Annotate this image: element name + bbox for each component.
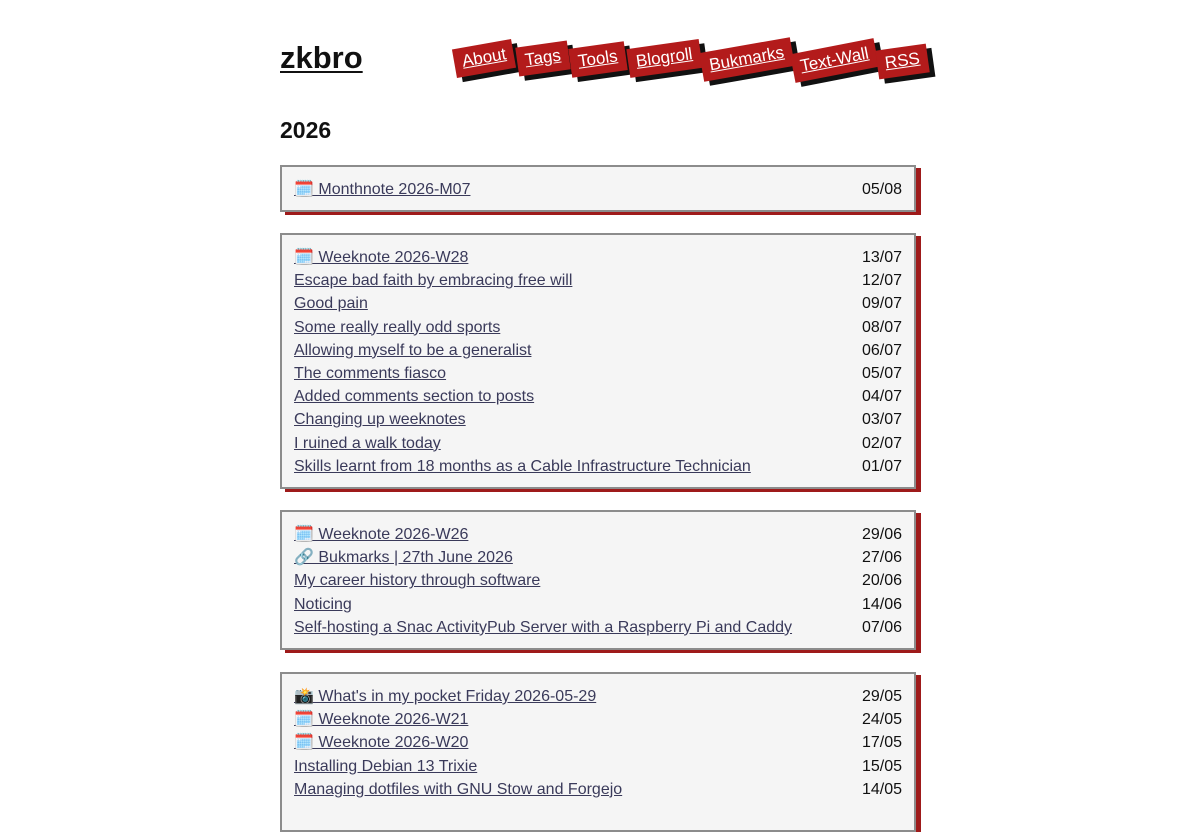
post-row — [294, 408, 902, 431]
post-group — [280, 165, 916, 212]
post-link[interactable]: I ruined a walk today — [294, 434, 441, 452]
post-link[interactable]: Skills learnt from 18 months as a Cable Infrastructure Technician — [294, 457, 751, 475]
post-date: 07/06 — [861, 618, 902, 636]
post-date: 20/06 — [861, 572, 902, 590]
post-date: 06/07 — [861, 341, 902, 359]
post-link[interactable]: Self-hosting a Snac ActivityPub Server with a Raspberry Pi and Caddy — [294, 618, 793, 636]
post-row — [294, 569, 902, 592]
post-row — [294, 385, 902, 408]
nav-bukmarks[interactable]: Bukmarks — [699, 37, 794, 81]
post-row — [294, 685, 902, 708]
post-date: 08/07 — [861, 318, 902, 336]
post-link[interactable]: Good pain — [294, 295, 368, 313]
post-row — [294, 246, 902, 269]
post-row — [294, 178, 902, 201]
nav-blogroll[interactable]: Blogroll — [626, 39, 702, 78]
post-date: 12/07 — [861, 272, 902, 290]
post-link[interactable]: 🗓️ Weeknote 2026-W26 — [294, 526, 469, 543]
post-date: 03/07 — [861, 411, 902, 429]
nav-rss[interactable]: RSS — [875, 44, 930, 80]
post-link[interactable]: 🗓️ Weeknote 2026-W21 — [294, 711, 469, 729]
post-date: 24/05 — [861, 711, 902, 729]
post-row — [294, 616, 902, 639]
post-link[interactable]: 🗓️ Weeknote 2026-W20 — [294, 734, 469, 752]
post-row — [294, 755, 902, 778]
post-date: 17/05 — [861, 734, 902, 752]
post-date: 27/06 — [861, 549, 902, 567]
post-row — [294, 708, 902, 731]
nav-about[interactable]: About — [452, 39, 517, 78]
post-row — [294, 778, 902, 801]
post-link[interactable]: Noticing — [294, 595, 352, 613]
post-row — [294, 339, 902, 362]
post-date: 14/06 — [861, 595, 902, 613]
post-link[interactable]: 🗓️ Weeknote 2026-W28 — [294, 249, 469, 266]
post-date: 04/07 — [861, 388, 902, 406]
post-link[interactable]: My career history through software — [294, 572, 541, 590]
post-link[interactable]: Some really really odd sports — [294, 318, 501, 336]
post-date: 02/07 — [861, 434, 902, 452]
post-row — [294, 292, 902, 315]
post-group — [280, 672, 916, 832]
post-date: 01/07 — [861, 457, 902, 475]
post-link[interactable]: 🔗 Bukmarks | 27th June 2026 — [294, 549, 513, 567]
post-row — [294, 269, 902, 292]
post-date: 14/05 — [861, 780, 902, 798]
post-date: 05/07 — [861, 364, 902, 382]
post-group — [280, 233, 916, 489]
year-heading: 2026 — [280, 117, 332, 143]
post-row — [294, 455, 902, 478]
post-link[interactable]: Allowing myself to be a generalist — [294, 341, 532, 359]
post-date: 29/05 — [861, 688, 902, 705]
site-title-link[interactable]: zkbro — [280, 40, 363, 75]
post-link[interactable]: Added comments section to posts — [294, 388, 535, 406]
post-date: 05/08 — [861, 181, 902, 198]
nav-tools[interactable]: Tools — [568, 41, 627, 77]
post-link[interactable]: Installing Debian 13 Trixie — [294, 757, 478, 775]
nav-text-wall[interactable]: Text-Wall — [790, 38, 879, 83]
post-row — [294, 316, 902, 339]
post-date: 13/07 — [861, 249, 902, 266]
post-date: 15/05 — [861, 757, 902, 775]
post-row — [294, 593, 902, 616]
post-row — [294, 432, 902, 455]
post-link[interactable]: Changing up weeknotes — [294, 411, 466, 429]
post-link[interactable]: 🗓️ Monthnote 2026-M07 — [294, 181, 471, 198]
post-link[interactable]: Escape bad faith by embracing free will — [294, 272, 573, 290]
post-row — [294, 523, 902, 546]
post-row — [294, 731, 902, 754]
post-date: 29/06 — [861, 526, 902, 543]
post-date: 09/07 — [861, 295, 902, 313]
post-link[interactable]: Managing dotfiles with GNU Stow and Forgejo — [294, 780, 623, 798]
post-row — [294, 546, 902, 569]
post-link[interactable]: The comments fiasco — [294, 364, 447, 382]
post-group — [280, 510, 916, 650]
post-row — [294, 362, 902, 385]
nav-tags[interactable]: Tags — [515, 41, 570, 77]
post-link[interactable]: 📸 What's in my pocket Friday 2026-05-29 — [294, 688, 597, 705]
